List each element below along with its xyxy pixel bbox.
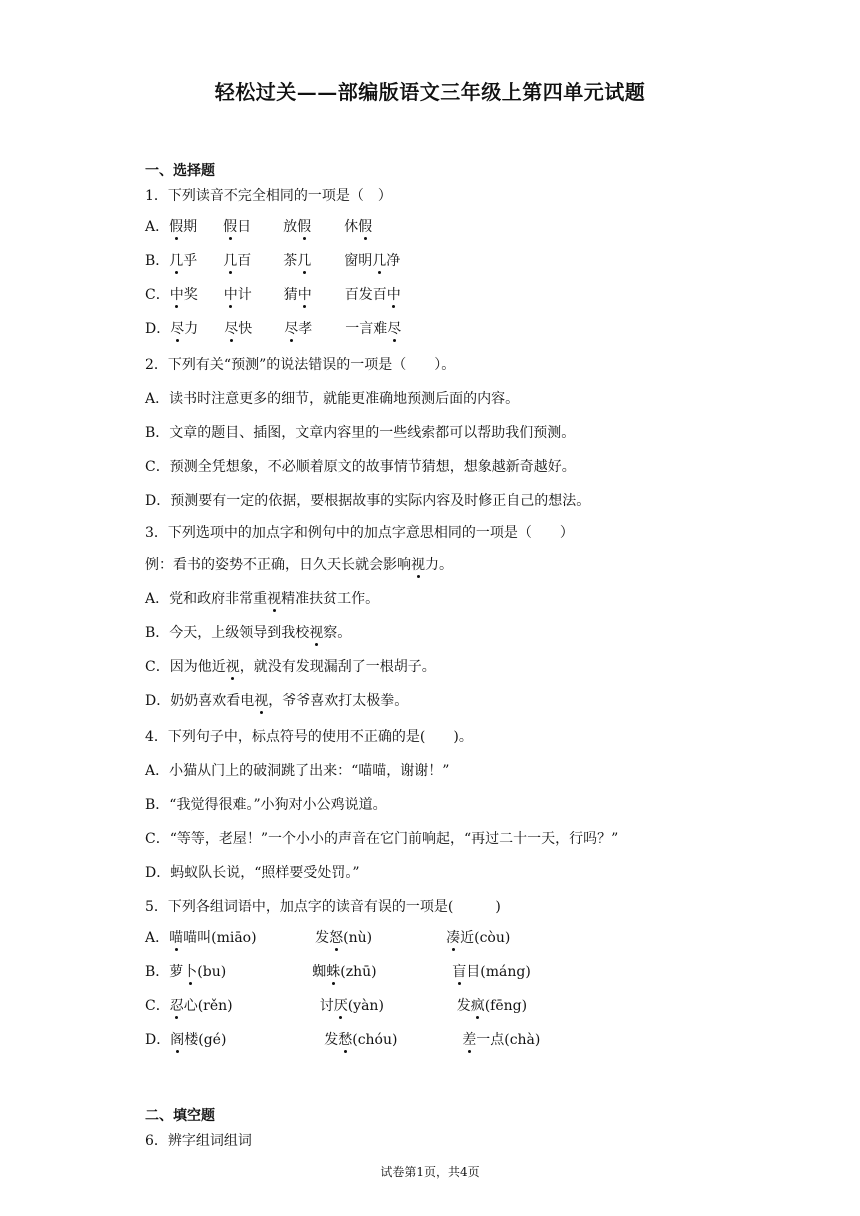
question-1-option-d xyxy=(145,320,435,338)
q1-word: 几百 xyxy=(223,253,252,269)
option-label: C． xyxy=(145,287,170,303)
question-5-option-b xyxy=(145,963,562,981)
question-4-option-c: C．“等等，老屋！”一个小小的声音在它门前响起，“再过二十一天，行吗？” xyxy=(145,831,619,847)
q5-word: 喵喵叫(miāo) xyxy=(169,930,257,946)
option-label: A． xyxy=(145,219,170,235)
dotted-character: 中 xyxy=(386,287,401,303)
dotted-character: 卜 xyxy=(183,964,198,980)
q1-word: 中计 xyxy=(223,287,252,303)
question-2-option-a: A．读书时注意更多的细节，就能更准确地预测后面的内容。 xyxy=(145,391,520,407)
question-3-option-c: C．因为他近视，就没有发现漏刮了一根胡子。 xyxy=(145,659,436,675)
question-1-option-a xyxy=(145,218,434,236)
dotted-character: 尽 xyxy=(387,321,402,337)
dotted-character: 中 xyxy=(223,287,238,303)
q5-word: 凑近(còu) xyxy=(446,930,511,946)
q5-word: 盲目(máng) xyxy=(452,964,531,980)
q1-word: 尽快 xyxy=(224,321,253,337)
q1-word: 放假 xyxy=(283,219,312,235)
option-label: B． xyxy=(145,964,170,980)
question-1-option-b xyxy=(145,252,434,270)
q1-word: 茶几 xyxy=(283,253,312,269)
question-4-option-d: D．蚂蚁队长说，“照样要受处罚。” xyxy=(145,865,360,881)
dotted-character: 厌 xyxy=(333,998,348,1014)
question-4-stem: 4．下列句子中，标点符号的使用不正确的是( )。 xyxy=(145,729,473,745)
q1-word: 百发百中 xyxy=(344,287,401,303)
question-3-stem: 3．下列选项中的加点字和例句中的加点字意思相同的一项是（ ） xyxy=(145,525,574,541)
dotted-character: 喵 xyxy=(169,930,184,946)
section-heading-fill: 二、填空题 xyxy=(145,1108,215,1124)
dotted-character: 蛛 xyxy=(326,964,341,980)
dotted-character: 假 xyxy=(223,219,238,235)
q1-word: 中奖 xyxy=(169,287,198,303)
option-label: C． xyxy=(145,998,170,1014)
dotted-character: 疯 xyxy=(470,998,485,1014)
q1-word: 尽力 xyxy=(170,321,199,337)
question-2-option-b: B．文章的题目、插图，文章内容里的一些线索都可以帮助我们预测。 xyxy=(145,425,576,441)
question-1-option-c xyxy=(145,286,435,304)
q5-word: 讨厌(yàn) xyxy=(319,998,384,1014)
dotted-character: 怒 xyxy=(329,930,344,946)
question-3-example: 例：看书的姿势不正确，日久天长就会影响视力。 xyxy=(145,557,453,573)
q1-word: 尽孝 xyxy=(284,321,313,337)
dotted-character: 忍 xyxy=(169,998,184,1014)
q5-word: 发愁(chóu) xyxy=(324,1032,398,1048)
section-heading-choice: 一、选择题 xyxy=(145,163,215,179)
option-label: D． xyxy=(145,1032,171,1048)
option-label: D． xyxy=(145,321,171,337)
dotted-character: 尽 xyxy=(224,321,239,337)
q1-word: 几乎 xyxy=(169,253,198,269)
question-1-stem: 1．下列读音不完全相同的一项是（ ） xyxy=(145,188,392,204)
dotted-character: 尽 xyxy=(170,321,185,337)
q1-word: 窗明几净 xyxy=(344,253,401,269)
dotted-character: 中 xyxy=(297,287,312,303)
dotted-character: 几 xyxy=(169,253,184,269)
question-3-option-a: A．党和政府非常重视精准扶贫工作。 xyxy=(145,591,380,607)
question-5-option-a xyxy=(145,929,556,947)
question-6-stem: 6．辨字组词组词 xyxy=(145,1133,252,1149)
q5-word: 萝卜(bu) xyxy=(169,964,227,980)
q5-word: 阁楼(gé) xyxy=(170,1032,227,1048)
question-5-option-d xyxy=(145,1031,572,1049)
question-3-option-b: B．今天，上级领导到我校视察。 xyxy=(145,625,352,641)
dotted-character: 假 xyxy=(169,219,184,235)
q5-word: 差一点(chà) xyxy=(462,1032,541,1048)
dotted-character: 假 xyxy=(358,219,373,235)
dotted-character: 假 xyxy=(297,219,312,235)
q5-word: 蜘蛛(zhū) xyxy=(312,964,377,980)
dotted-character: 几 xyxy=(223,253,238,269)
q5-word: 忍心(rěn) xyxy=(169,998,233,1014)
question-2-option-d: D．预测要有一定的依据，要根据故事的实际内容及时修正自己的想法。 xyxy=(145,493,591,509)
q1-word: 休假 xyxy=(344,219,373,235)
q5-word: 发怒(nù) xyxy=(315,930,373,946)
q1-word: 猜中 xyxy=(283,287,312,303)
question-5-option-c xyxy=(145,997,567,1015)
option-label: A． xyxy=(145,930,170,946)
question-2-option-c: C．预测全凭想象，不必顺着原文的故事情节猜想，想象越新奇越好。 xyxy=(145,459,576,475)
dotted-character: 差 xyxy=(462,1032,477,1048)
page-footer: 试卷第1页，共4页 xyxy=(380,1165,480,1179)
question-5-stem: 5．下列各组词语中，加点字的读音有误的一项是( ) xyxy=(145,899,501,915)
question-3-option-d: D．奶奶喜欢看电视，爷爷喜欢打太极拳。 xyxy=(145,693,409,709)
q5-word: 发疯(fēng) xyxy=(456,998,528,1014)
dotted-character: 凑 xyxy=(446,930,461,946)
dotted-character: 中 xyxy=(169,287,184,303)
dotted-character: 盲 xyxy=(452,964,467,980)
dotted-character: 愁 xyxy=(338,1032,353,1048)
q1-word: 假日 xyxy=(223,219,252,235)
dotted-character: 几 xyxy=(372,253,387,269)
dotted-character: 几 xyxy=(297,253,312,269)
page-title: 轻松过关——部编版语文三年级上第四单元试题 xyxy=(214,80,646,104)
option-label: B． xyxy=(145,253,170,269)
q1-word: 一言难尽 xyxy=(345,321,402,337)
q1-word: 假期 xyxy=(169,219,198,235)
question-2-stem: 2．下列有关“预测”的说法错误的一项是（ ）。 xyxy=(145,357,456,373)
question-4-option-a: A．小猫从门上的破洞跳了出来：“喵喵，谢谢！” xyxy=(145,763,450,779)
dotted-character: 尽 xyxy=(284,321,299,337)
dotted-character: 阁 xyxy=(170,1032,185,1048)
question-4-option-b: B．“我觉得很难。”小狗对小公鸡说道。 xyxy=(145,797,387,813)
